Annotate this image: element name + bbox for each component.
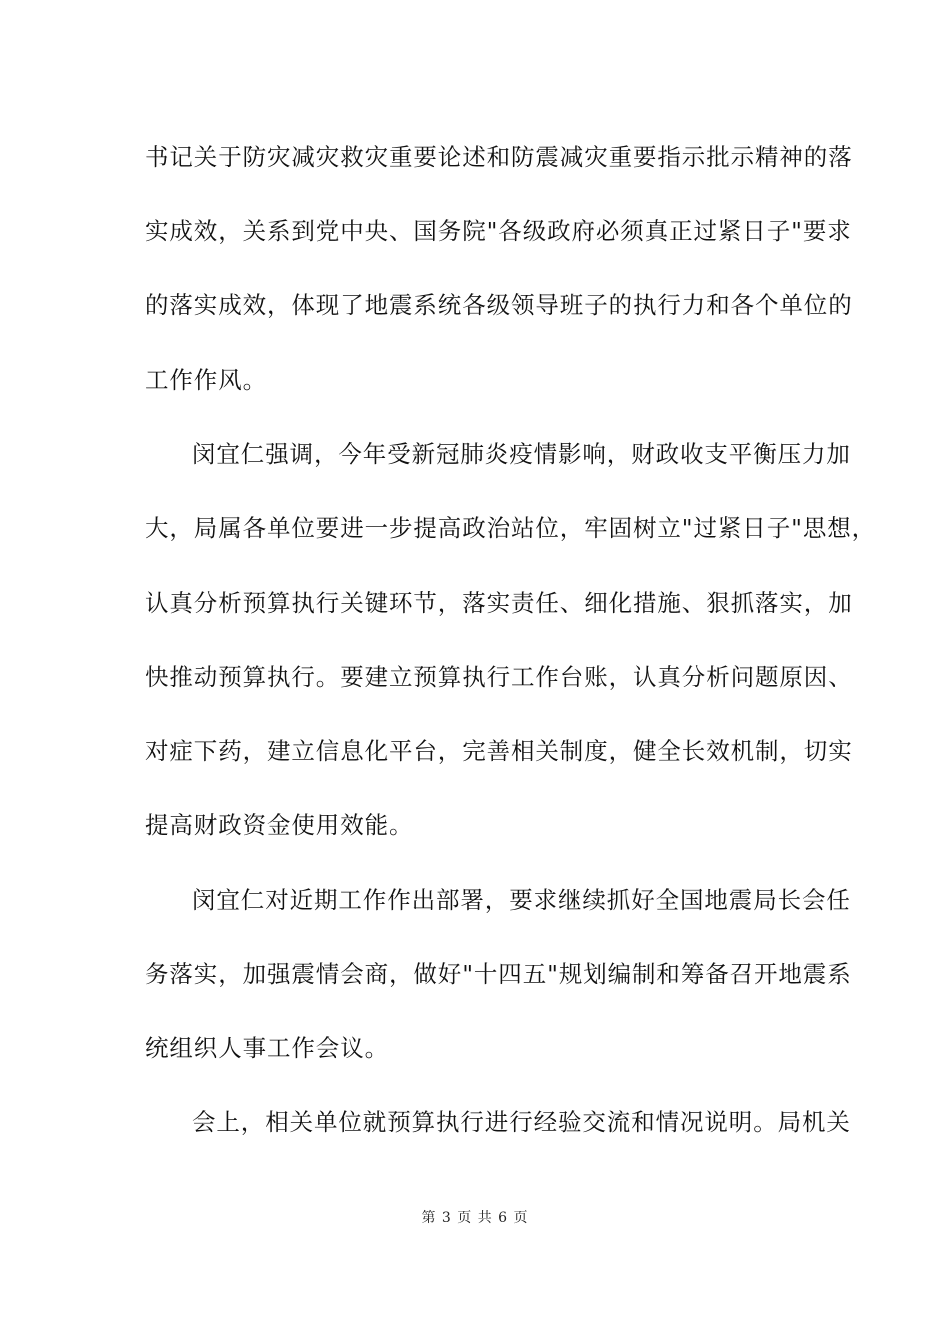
page-number-footer: 第 3 页 共 6 页 [421, 1210, 529, 1226]
text-line: 对症下药，建立信息化平台，完善相关制度，健全长效机制，切实 [145, 737, 853, 765]
text-line: 大，局属各单位要进一步提高政治站位，牢固树立"过紧日子"思想， [145, 514, 877, 542]
text-line: 工作作风。 [145, 366, 267, 394]
text-line: 的落实成效，体现了地震系统各级领导班子的执行力和各个单位的 [145, 291, 853, 319]
text-line: 务落实，加强震情会商，做好"十四五"规划编制和筹备召开地震系 [145, 960, 852, 988]
text-line: 提高财政资金使用效能。 [145, 811, 414, 839]
paragraph-first-line: 会上，相关单位就预算执行进行经验交流和情况说明。局机关 [192, 1108, 851, 1136]
text-line: 认真分析预算执行关键环节，落实责任、细化措施、狠抓落实，加 [145, 589, 853, 617]
text-line: 统组织人事工作会议。 [145, 1034, 389, 1062]
text-line: 书记关于防灾减灾救灾重要论述和防震减灾重要指示批示精神的落 [145, 143, 853, 171]
paragraph-first-line: 闵宜仁强调，今年受新冠肺炎疫情影响，财政收支平衡压力加 [192, 440, 851, 468]
text-line: 实成效，关系到党中央、国务院"各级政府必须真正过紧日子"要求 [145, 217, 852, 245]
text-line: 快推动预算执行。要建立预算执行工作台账，认真分析问题原因、 [145, 663, 853, 691]
paragraph-first-line: 闵宜仁对近期工作作出部署，要求继续抓好全国地震局长会任 [192, 886, 851, 914]
